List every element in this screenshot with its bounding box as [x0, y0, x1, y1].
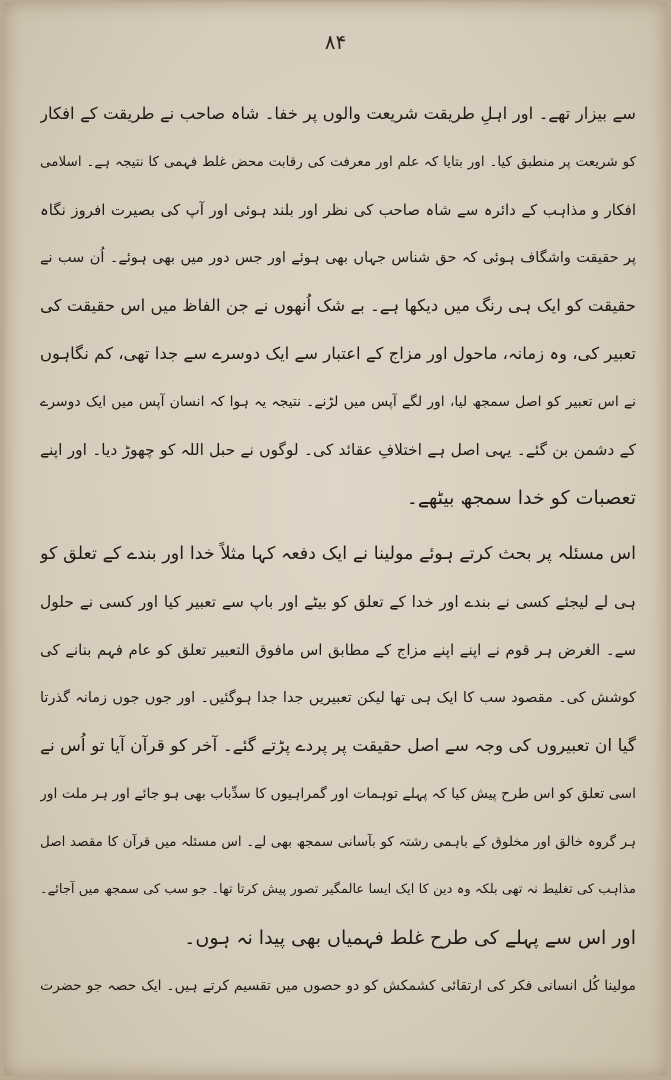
text-line: تعبیر کی، وہ زمانہ، ماحول اور مزاج کے اعتبار سے ایک دوسرے سے جدا تھی، کم نگاہوں: [40, 344, 636, 363]
text-line: اسی تعلق کو اس طرح پیش کیا کہ پہلے توہمات اور گمراہیوں کا سدِّباب بھی ہو جائے اور ہر ملت اور: [40, 786, 636, 802]
text-line: کوشش کی۔ مقصود سب کا ایک ہی تھا لیکن تعبیریں جدا جدا ہوگئیں۔ اور جوں جوں زمانہ گذرتا: [40, 690, 636, 706]
text-line: کو شریعت پر منطبق کیا۔ اور بتایا کہ علم اور معرفت کی رقابت محض غلط فہمی کا نتیجہ ہے۔ اسلامی: [40, 154, 636, 170]
text-line: سے۔ الغرض ہر قوم نے اپنے اپنے مزاج کے مطابق اس مافوق التعبیر تعلق کو عام فہم بنانے کی: [40, 641, 636, 659]
page-text: [40, 90, 636, 1010]
text-line: پر حقیقت واشگاف ہوئی کہ حق شناس جہاں بھی ہوئے اور جس دور میں بھی ہوئے۔ اُن سب نے: [40, 250, 636, 266]
text-line: گیا ان تعبیروں کی وجہ سے اصل حقیقت پر پردے پڑتے گئے۔ آخر کو قرآن آیا تو اُس نے: [40, 736, 636, 756]
text-line: ہر گروہ خالق اور مخلوق کے باہمی رشتہ کو بآسانی سمجھ بھی لے۔ اس مسئلہ میں قرآن کا مقصد اصل: [40, 834, 636, 850]
text-line: اس مسئلہ پر بحث کرتے ہوئے مولینا نے ایک دفعہ کہا مثلاً خدا اور بندے کے تعلق کو: [40, 544, 636, 564]
text-line: مذاہب کی تغلیط نہ تھی بلکہ وہ دین کا ایک ایسا عالمگیر تصور پیش کرتا تھا۔ جو سب کی سمجھ میں آجائے۔: [40, 882, 636, 897]
text-line: سے بیزار تھے۔ اور اہلِ طریقت شریعت والوں پر خفا۔ شاہ صاحب نے طریقت کے افکار: [40, 104, 636, 123]
book-page: [4, 2, 667, 1076]
text-line: افکار و مذاہب کے دائرہ سے شاہ صاحب کی نظر اور بلند ہوئی اور آپ کی بصیرت افروز نگاہ: [40, 201, 636, 219]
page-number: ۸۴: [324, 30, 347, 54]
text-line: کے دشمن بن گئے۔ یہی اصل ہے اختلافِ عقائد کی۔ لوگوں نے حبل اللہ کو چھوڑ دیا۔ اور اپنے: [40, 441, 636, 459]
text-line: ہی لے لیجئے کسی نے بندے اور خدا کے تعلق کو بیٹے اور باپ سے تعبیر کیا اور کسی نے حلول: [40, 593, 636, 611]
text-line: مولینا کُل انسانی فکر کی ارتقائی کشمکش کو دو حصوں میں تقسیم کرتے ہیں۔ ایک حصہ جو حضرت: [40, 978, 636, 994]
text-line: اور اس سے پہلے کی طرح غلط فہمیاں بھی پیدا نہ ہوں۔: [184, 927, 636, 949]
text-line: حقیقت کو ایک ہی رنگ میں دیکھا ہے۔ بے شک اُنھوں نے جن الفاظ میں اس حقیقت کی: [40, 296, 636, 315]
text-line: نے اس تعبیر کو اصل سمجھ لیا، اور لگے آپس میں لڑنے۔ نتیجہ یہ ہوا کہ انسان آپس میں ایک دوسرے: [40, 394, 636, 410]
text-line: تعصبات کو خدا سمجھ بیٹھے۔: [406, 487, 636, 509]
